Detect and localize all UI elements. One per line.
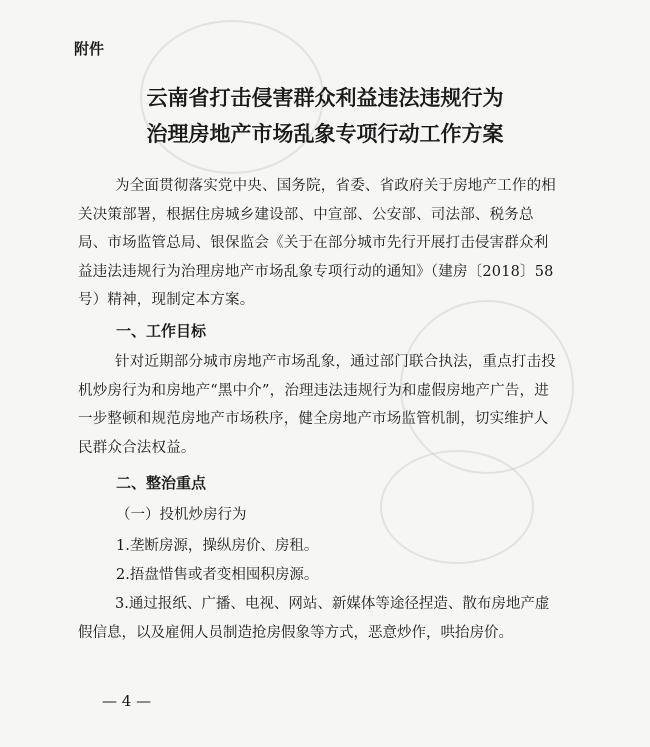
intro-paragraph: 为全面贯彻落实党中央、国务院，省委、省政府关于房地产工作的相关决策部署，根据住房城乡建设部、中宣部、公安部、司法部、税务总局、市场监管总局、银保监会《关于在部分城市先行开展打击侵害群众利益违法违规行为治理房地产市场乱象专项行动的通知》（建房〔2018〕58号）精神，现制定本方案。 [78,178,556,309]
section-heading-focus: 二、整治重点 [116,474,207,492]
page-number: — 4 — [102,692,152,710]
document-title-line-2: 治理房地产市场乱象专项行动工作方案 [146,121,504,146]
subsection-heading: （一）投机炒房行为 [116,507,247,523]
faint-seal-stamp [380,450,534,564]
goals-paragraph: 针对近期部分城市房地产市场乱象，通过部门联合执法，重点打击投机炒房行为和房地产“黑中介”，治理违法违规行为和虚假房地产广告，进一步整顿和规范房地产市场秩序，健全房地产市场监管机制，切实维护人民群众合法权益。 [78,354,556,456]
document-title-line-1: 云南省打击侵害群众利益违法违规行为 [146,85,504,110]
list-item: 1.垄断房源，操纵房价、房租。 [116,538,319,554]
attachment-label: 附件 [74,40,105,58]
list-item: 2.捂盘惜售或者变相囤积房源。 [116,567,319,583]
section-heading-goals: 一、工作目标 [116,322,207,340]
list-item: 3.通过报纸、广播、电视、网站、新媒体等途径捏造、散布房地产虚假信息，以及雇佣人员制造抢房假象等方式，恶意炒作，哄抬房价。 [78,596,550,641]
